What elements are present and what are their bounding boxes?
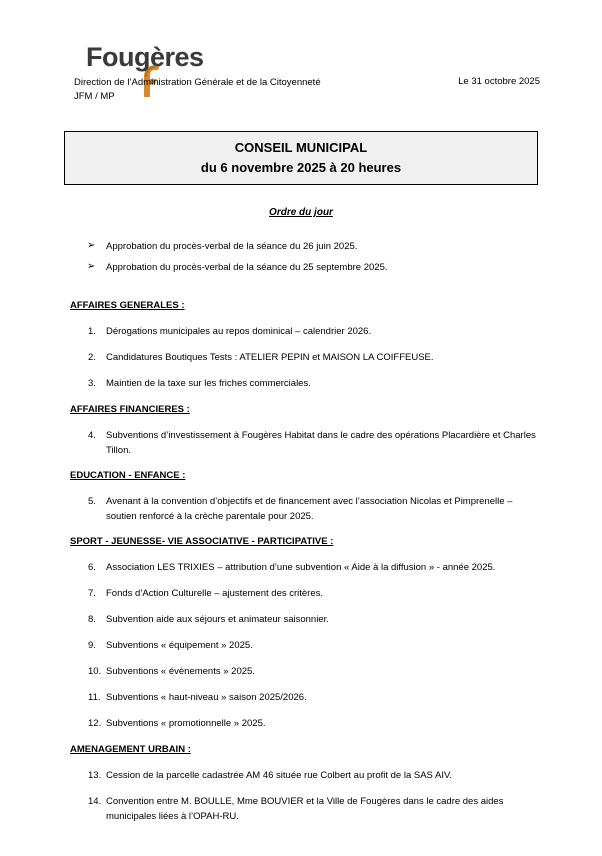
section-heading-education-enfance: EDUCATION - ENFANCE : xyxy=(70,470,186,481)
department-block xyxy=(74,76,321,104)
title-line-1: CONSEIL MUNICIPAL xyxy=(234,140,368,155)
department-name: Direction de l’Administration Générale et de la Citoyenneté xyxy=(74,77,321,88)
section-heading-affaires-generales: AFFAIRES GENERALES : xyxy=(70,300,185,311)
ordre-du-jour-heading: Ordre du jour xyxy=(269,207,333,218)
reference: JFM / MP xyxy=(74,91,115,102)
section-heading-sport-jeunesse: SPORT - JEUNESSE- VIE ASSOCIATIVE - PARTICIPATIVE : xyxy=(70,536,334,547)
document-date: Le 31 octobre 2025 xyxy=(458,76,540,87)
title-box xyxy=(64,131,538,185)
logo-text: Fougères xyxy=(86,42,204,72)
section-heading-affaires-financieres: AFFAIRES FINANCIERES : xyxy=(70,404,190,415)
arrow-bullet-icon: ➢ xyxy=(87,261,96,272)
arrow-bullet-icon: ➢ xyxy=(87,240,96,251)
section-heading-amenagement-urbain: AMENAGEMENT URBAIN : xyxy=(70,744,191,755)
title-line-2: du 6 novembre 2025 à 20 heures xyxy=(200,160,402,175)
